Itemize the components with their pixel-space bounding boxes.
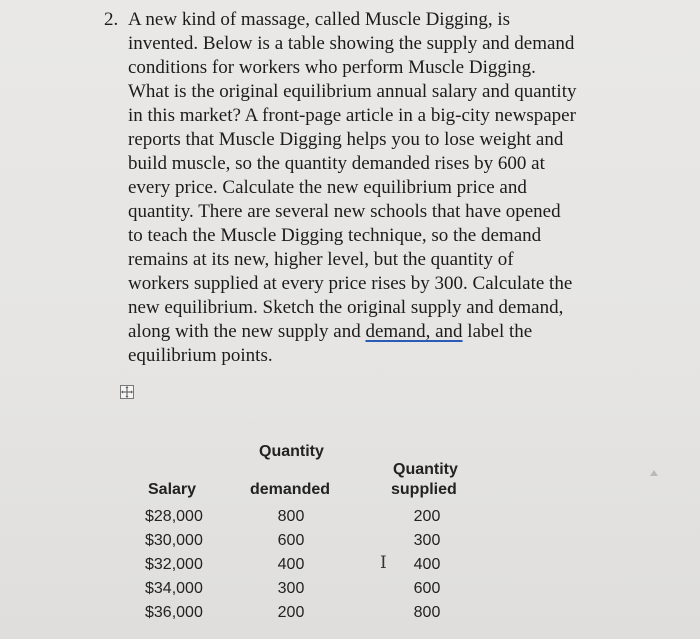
- supplied-cell: 800: [413, 604, 441, 621]
- question-line-5: in this market? A front-page article in a big-city newspaper: [128, 105, 576, 126]
- demanded-cell: 300: [277, 580, 305, 597]
- question-line-1: A new kind of massage, called Muscle Digging, is: [128, 9, 511, 30]
- spellcheck-underlined-phrase[interactable]: demand, and: [365, 321, 463, 342]
- question-line-8: every price. Calculate the new equilibrium price and: [128, 177, 527, 198]
- question-line-7: build muscle, so the quantity demanded rises by 600 at: [128, 153, 545, 174]
- question-line-10: to teach the Muscle Digging technique, so the demand: [128, 225, 542, 246]
- scroll-up-caret-icon[interactable]: [650, 470, 658, 476]
- header-supplied-bottom: supplied: [391, 481, 457, 498]
- supplied-cell: 600: [413, 580, 441, 597]
- question-line-13: new equilibrium. Sketch the original supply and demand,: [128, 297, 564, 318]
- demanded-cell: 200: [277, 604, 305, 621]
- supplied-cell: 200: [413, 508, 441, 525]
- header-demanded-bottom: demanded: [250, 481, 331, 498]
- header-demanded-top: Quantity: [259, 443, 324, 460]
- question-line-2: invented. Below is a table showing the supply and demand: [128, 33, 575, 54]
- header-salary: Salary: [148, 481, 197, 498]
- demanded-cell: 600: [277, 532, 305, 549]
- line14-text-pre: along with the new supply and: [128, 321, 366, 342]
- question-line-9: quantity. There are several new schools that have opened: [128, 201, 561, 222]
- question-line-4: What is the original equilibrium annual salary and quantity: [128, 81, 577, 102]
- question-line-15: equilibrium points.: [128, 345, 273, 366]
- line14-text-post: label the: [462, 321, 533, 342]
- salary-cell: $36,000: [145, 604, 203, 621]
- question-line-6: reports that Muscle Digging helps you to lose weight and: [128, 129, 564, 150]
- salary-cell: $32,000: [145, 556, 203, 573]
- question-line-3: conditions for workers who perform Muscle Digging.: [128, 57, 536, 78]
- demanded-cell: 800: [277, 508, 305, 525]
- salary-cell: $28,000: [145, 508, 203, 525]
- question-number: 2.: [104, 9, 119, 30]
- header-supplied-top: Quantity: [393, 461, 458, 478]
- question-line-11: remains at its new, higher level, but the quantity of: [128, 249, 514, 270]
- demanded-cell: 400: [277, 556, 305, 573]
- question-line-12: workers supplied at every price rises by 300. Calculate the: [128, 273, 573, 294]
- text-cursor-icon: I: [380, 553, 387, 573]
- supplied-cell: 300: [413, 532, 441, 549]
- salary-cell: $34,000: [145, 580, 203, 597]
- salary-cell: $30,000: [145, 532, 203, 549]
- supplied-cell: 400: [413, 556, 441, 573]
